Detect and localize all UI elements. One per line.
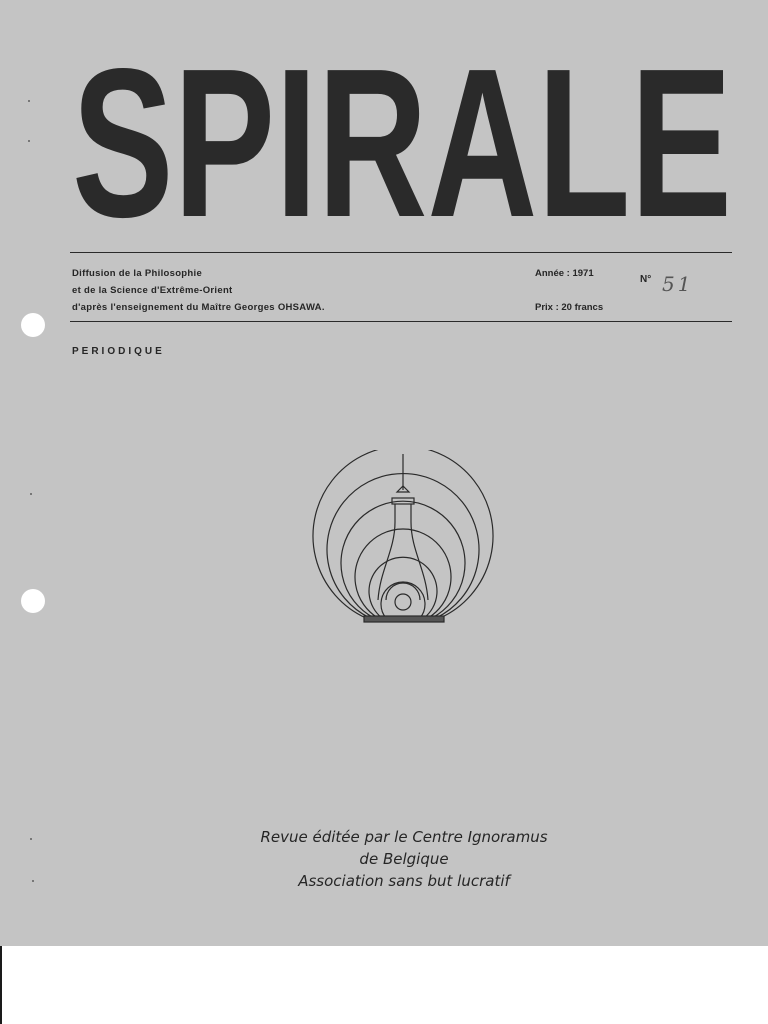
header-rule-top [70, 252, 732, 253]
year-row [535, 265, 725, 282]
info-line-3: d'après l'enseignement du Maître Georges OHSAWA. [72, 302, 325, 313]
punch-hole-top [21, 313, 45, 337]
page-edge-shadow [0, 946, 2, 1024]
price-row [535, 299, 725, 316]
issue-number-label: N° [640, 274, 652, 285]
masthead-title [62, 38, 742, 238]
margin-mark [32, 880, 34, 882]
margin-mark [30, 493, 32, 495]
info-line-1: Diffusion de la Philosophie [72, 268, 203, 279]
publisher-note [200, 826, 608, 892]
margin-mark [30, 838, 32, 840]
spiral-lamp-emblem-icon [300, 450, 506, 632]
info-description [72, 265, 472, 316]
periodique-label: PERIODIQUE [72, 346, 165, 357]
punch-hole-bottom [21, 589, 45, 613]
margin-mark [28, 140, 30, 142]
masthead-text: SPIRALE [72, 38, 732, 238]
info-line-2: et de la Science d'Extrême-Orient [72, 285, 233, 296]
year-label: Année : 1971 [535, 268, 594, 279]
price-label: Prix : 20 francs [535, 302, 604, 313]
publisher-line-1: Revue éditée par le Centre Ignoramus [260, 828, 548, 846]
publisher-line-2: de Belgique [359, 850, 449, 868]
info-meta [535, 265, 725, 316]
issue-number-handwritten: 51 [662, 272, 694, 296]
header-rule-bottom [70, 321, 732, 322]
publisher-line-3: Association sans but lucratif [298, 872, 510, 890]
margin-mark [28, 100, 30, 102]
